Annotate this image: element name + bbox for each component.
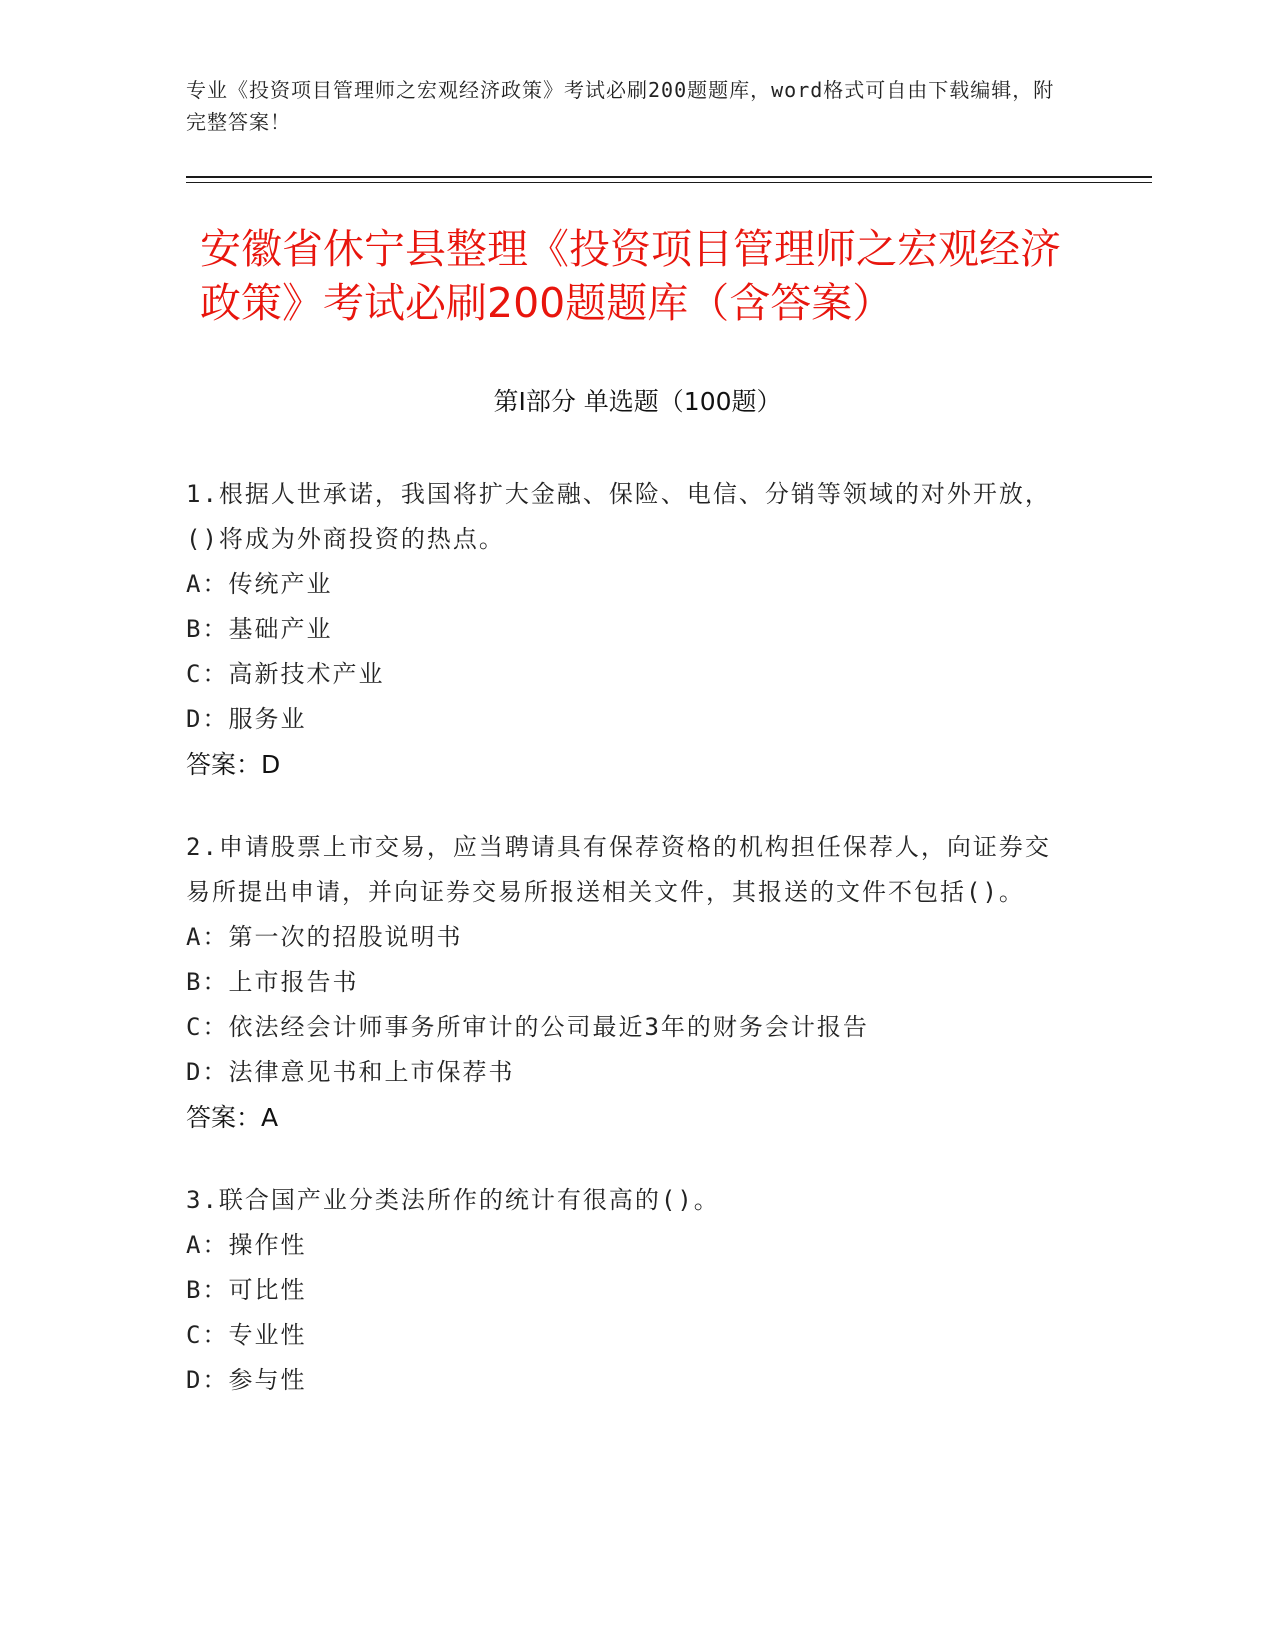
question-list [186,472,1066,1441]
question-stem: 2.申请股票上市交易，应当聘请具有保荐资格的机构担任保荐人，向证券交易所提出申请，并向证券交易所报送相关文件，其报送的文件不包括()。 [186,833,1051,906]
option-a: A：操作性 [186,1231,307,1259]
option-c: C：专业性 [186,1321,307,1349]
option-d: D：参与性 [186,1366,307,1394]
question-item [186,1178,1066,1403]
question-item [186,825,1066,1140]
option-d: D：法律意见书和上市保荐书 [186,1058,515,1086]
option-a: A：第一次的招股说明书 [186,923,463,951]
section-heading: 第Ⅰ部分 单选题（100题） [493,387,782,416]
option-d: D：服务业 [186,705,307,733]
question-stem: 1.根据人世承诺，我国将扩大金融、保险、电信、分销等领域的对外开放，()将成为外商投资的热点。 [186,480,1051,553]
option-c: C：高新技术产业 [186,660,385,688]
option-b: B：可比性 [186,1276,307,1304]
header-divider-thin [186,182,1152,183]
document-title: 安徽省休宁县整理《投资项目管理师之宏观经济政策》考试必刷200题题库（含答案） [200,225,1061,327]
option-b: B：上市报告书 [186,968,359,996]
header-note: 专业《投资项目管理师之宏观经济政策》考试必刷200题题库，word格式可自由下载编辑，附完整答案！ [186,78,1055,134]
question-item [186,472,1066,787]
question-stem: 3.联合国产业分类法所作的统计有很高的()。 [186,1186,720,1214]
option-a: A：传统产业 [186,570,333,598]
header-divider [186,176,1152,178]
answer-line: 答案：A [186,1103,279,1132]
option-b: B：基础产业 [186,615,333,643]
answer-line: 答案：D [186,750,281,779]
option-c: C：依法经会计师事务所审计的公司最近3年的财务会计报告 [186,1013,869,1041]
